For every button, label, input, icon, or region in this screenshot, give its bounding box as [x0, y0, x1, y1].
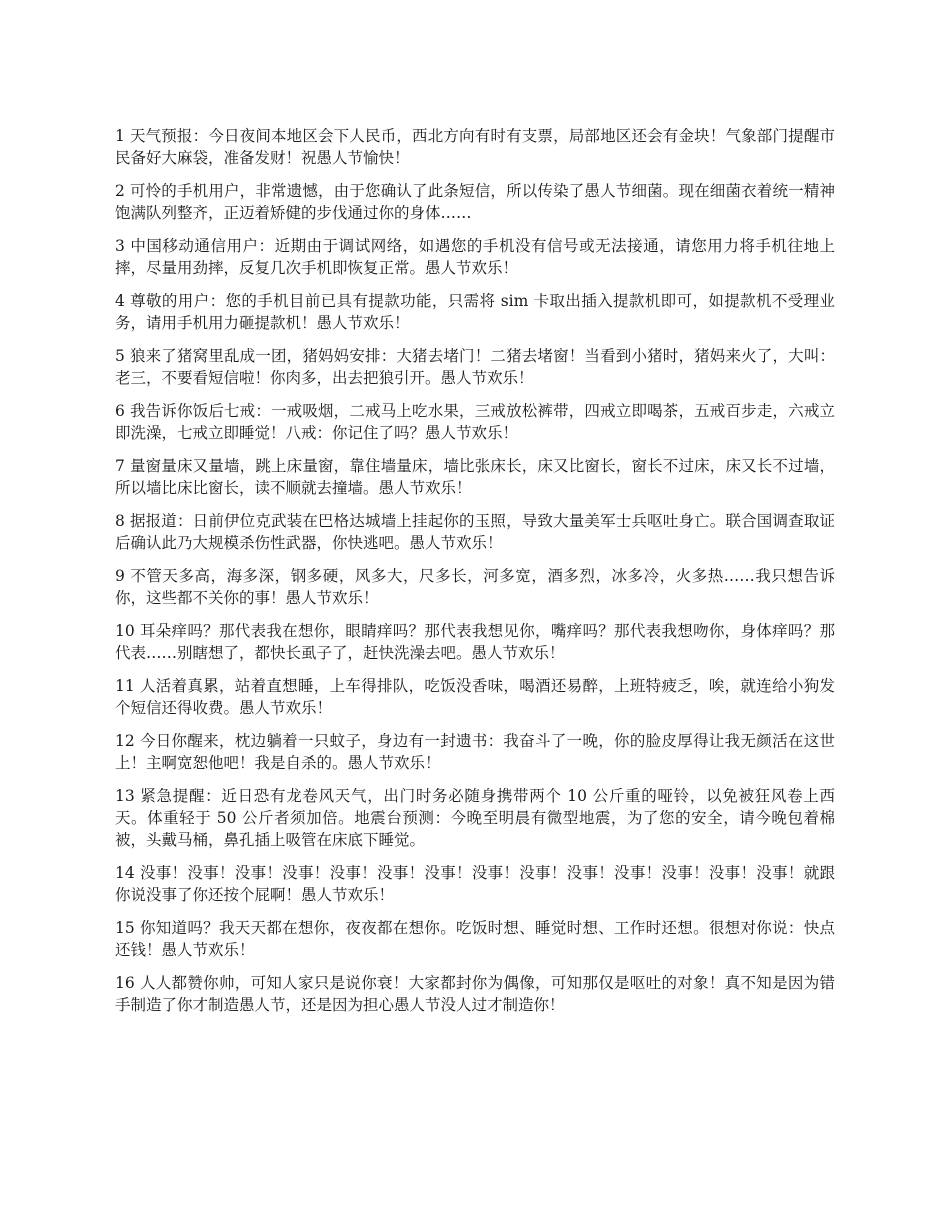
paragraph-6: 6 我告诉你饭后七戒：一戒吸烟，二戒马上吃水果，三戒放松裤带，四戒立即喝茶，五戒百步走，六戒立即洗澡，七戒立即睡觉！八戒：你记住了吗？愚人节欢乐！ — [115, 402, 835, 442]
paragraph-3: 3 中国移动通信用户：近期由于调试网络，如遇您的手机没有信号或无法接通，请您用力将手机往地上摔，尽量用劲摔，反复几次手机即恢复正常。愚人节欢乐！ — [115, 237, 835, 277]
paragraph-12: 12 今日你醒来，枕边躺着一只蚊子，身边有一封遗书：我奋斗了一晚，你的脸皮厚得让我无颜活在这世上！主啊宽恕他吧！我是自杀的。愚人节欢乐！ — [115, 732, 835, 772]
paragraph-15: 15 你知道吗？我天天都在想你，夜夜都在想你。吃饭时想、睡觉时想、工作时还想。很想对你说：快点还钱！愚人节欢乐！ — [115, 919, 835, 959]
paragraph-9: 9 不管天多高，海多深，钢多硬，风多大，尺多长，河多宽，酒多烈，冰多冷，火多热……我只想告诉你，这些都不关你的事！愚人节欢乐！ — [115, 567, 835, 607]
paragraph-13: 13 紧急提醒：近日恐有龙卷风天气，出门时务必随身携带两个 10 公斤重的哑铃，以免被狂风卷上西天。体重轻于 50 公斤者须加倍。地震台预测：今晚至明晨有微型地震，为了您的安全，请今晚包着棉被，头戴马桶，鼻孔插上吸管在床底下睡觉。 — [115, 787, 835, 849]
document-body — [115, 125, 835, 1027]
paragraph-10: 10 耳朵痒吗？那代表我在想你，眼睛痒吗？那代表我想见你，嘴痒吗？那代表我想吻你，身体痒吗？那代表……别瞎想了，都快长虱子了，赶快洗澡去吧。愚人节欢乐！ — [115, 622, 835, 662]
paragraph-4: 4 尊敬的用户：您的手机目前已具有提款功能，只需将 sim 卡取出插入提款机即可，如提款机不受理业务，请用手机用力砸提款机！愚人节欢乐！ — [115, 292, 835, 332]
paragraph-5: 5 狼来了猪窝里乱成一团，猪妈妈安排：大猪去堵门！二猪去堵窗！当看到小猪时，猪妈来火了，大叫：老三，不要看短信啦！你肉多，出去把狼引开。愚人节欢乐！ — [115, 347, 835, 387]
paragraph-1: 1 天气预报：今日夜间本地区会下人民币，西北方向有时有支票，局部地区还会有金块！气象部门提醒市民备好大麻袋，准备发财！祝愚人节愉快！ — [115, 127, 835, 167]
paragraph-11: 11 人活着真累，站着直想睡，上车得排队，吃饭没香味，喝酒还易醉，上班特疲乏，唉，就连给小狗发个短信还得收费。愚人节欢乐！ — [115, 677, 835, 717]
paragraph-14: 14 没事！没事！没事！没事！没事！没事！没事！没事！没事！没事！没事！没事！没事！没事！就跟你说没事了你还按个屁啊！愚人节欢乐！ — [115, 864, 835, 904]
paragraph-7: 7 量窗量床又量墙，跳上床量窗，靠住墙量床，墙比张床长，床又比窗长，窗长不过床，床又长不过墙，所以墙比床比窗长，读不顺就去撞墙。愚人节欢乐！ — [115, 457, 835, 497]
paragraph-2: 2 可怜的手机用户，非常遗憾，由于您确认了此条短信，所以传染了愚人节细菌。现在细菌衣着统一精神饱满队列整齐，正迈着矫健的步伐通过你的身体…… — [115, 182, 835, 222]
paragraph-8: 8 据报道：日前伊位克武装在巴格达城墙上挂起你的玉照，导致大量美军士兵呕吐身亡。联合国调查取证后确认此乃大规模杀伤性武器，你快逃吧。愚人节欢乐！ — [115, 512, 835, 552]
paragraph-16: 16 人人都赞你帅，可知人家只是说你衰！大家都封你为偶像，可知那仅是呕吐的对象！真不知是因为错手制造了你才制造愚人节，还是因为担心愚人节没人过才制造你！ — [115, 974, 835, 1014]
